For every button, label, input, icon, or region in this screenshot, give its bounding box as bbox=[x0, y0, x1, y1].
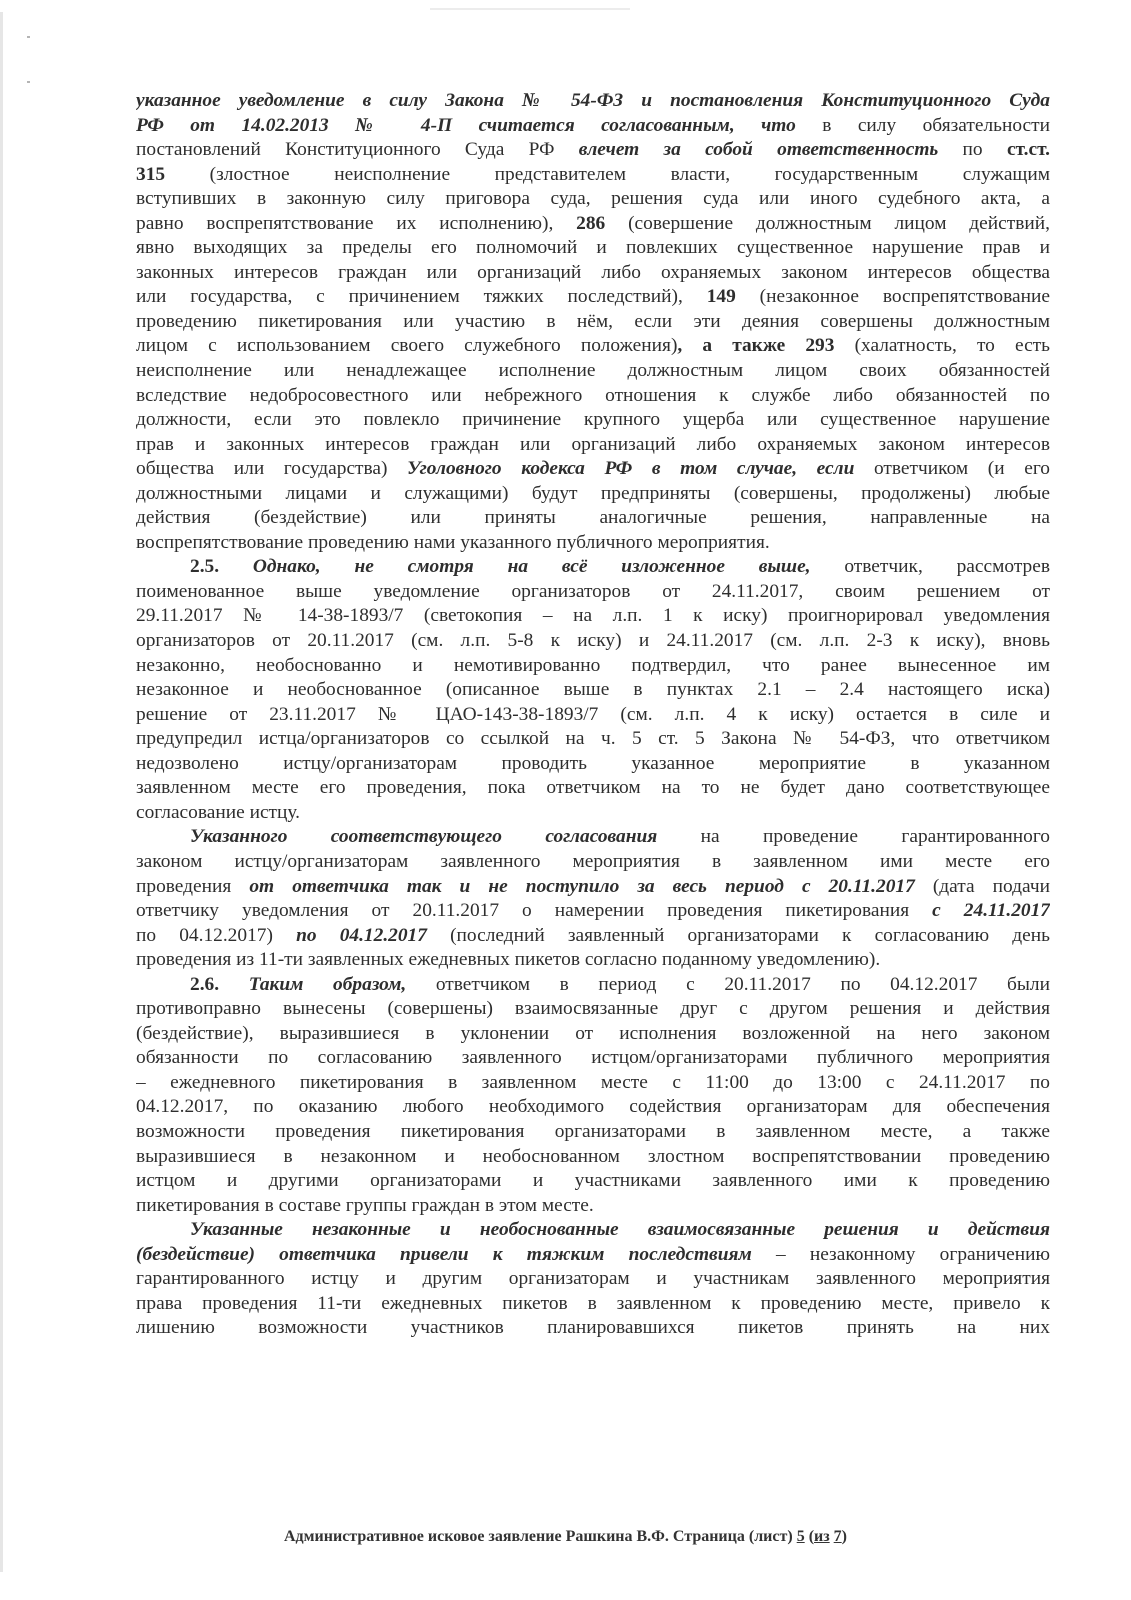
emphasis-text: влечет за собой ответственность bbox=[578, 139, 939, 161]
emphasis-text: Указанные незаконные и необоснованные взаимосвязанные решения и действия bbox=[190, 1219, 1050, 1241]
text-segment: незаконное и необоснованное (описанное выше в пунктах 2.1 – 2.4 настоящего иска) bbox=[136, 679, 1050, 701]
text-line bbox=[136, 703, 1050, 728]
text-segment: действия (бездействие) или приняты аналогичные решения, направленные на bbox=[136, 507, 1050, 529]
text-line bbox=[136, 212, 1050, 237]
text-segment: ответчиком в период с 20.11.2017 по 04.12.2017 были bbox=[406, 973, 1050, 995]
text-line bbox=[136, 359, 1050, 384]
text-line bbox=[136, 1243, 1050, 1268]
text-segment: предупредил истца/организаторов со ссылкой на ч. 5 ст. 5 Закона № 54-ФЗ, что ответчиком bbox=[136, 728, 1050, 750]
text-line bbox=[136, 899, 1050, 924]
text-line bbox=[136, 678, 1050, 703]
text-segment: проведения bbox=[136, 875, 250, 897]
text-line bbox=[136, 187, 1050, 212]
scan-speck bbox=[27, 36, 30, 38]
text-line bbox=[136, 163, 1050, 188]
text-segment: (злостное неисполнение представителем власти, государственным служащим bbox=[165, 163, 1050, 185]
text-line bbox=[136, 629, 1050, 654]
page-footer bbox=[0, 1528, 1131, 1546]
text-segment: воспрепятствование проведению нами указанного публичного мероприятия. bbox=[136, 531, 770, 553]
text-segment: лицом с использованием своего служебного положения) bbox=[136, 335, 678, 357]
emphasis-text: от ответчика так и не поступило за весь период с 20.11.2017 bbox=[249, 875, 915, 897]
text-segment: неисполнение или ненадлежащее исполнение должностным лицом своих обязанностей bbox=[136, 360, 1050, 382]
text-line bbox=[136, 310, 1050, 335]
bold-text: 2.6. bbox=[190, 973, 249, 995]
text-segment: ответчиком (и его bbox=[854, 458, 1050, 480]
text-segment: (дата подачи bbox=[914, 875, 1050, 897]
bold-text: ст.ст. bbox=[1006, 139, 1050, 161]
text-segment: 04.12.2017, по оказанию любого необходимого содействия организаторам для обеспечения bbox=[136, 1096, 1050, 1118]
text-segment: истцом и другими организаторами и участниками заявленного ими к проведению bbox=[136, 1170, 1050, 1192]
text-segment: обязанности по согласованию заявленного истцом/организаторами публичного мероприятия bbox=[136, 1047, 1050, 1069]
text-segment: организаторов от 20.11.2017 (см. л.п. 5-8 к иску) и 24.11.2017 (см. л.п. 2-3 к иску), вновь bbox=[136, 630, 1050, 652]
bold-text: 286 bbox=[576, 212, 606, 234]
text-segment: права проведения 11-ти ежедневных пикетов в заявленном к проведению месте, привело к bbox=[136, 1292, 1050, 1314]
text-line bbox=[136, 408, 1050, 433]
text-line bbox=[136, 948, 1050, 973]
text-segment: – ежедневного пикетирования в заявленном месте с 11:00 до 13:00 с 24.11.2017 по bbox=[136, 1071, 1050, 1093]
text-segment: поименованное выше уведомление организаторов от 24.11.2017, своим решением от bbox=[136, 580, 1050, 602]
text-line bbox=[136, 334, 1050, 359]
text-segment: проведения из 11-ти заявленных ежедневных пикетов согласно поданному уведомлению). bbox=[136, 949, 881, 971]
text-line bbox=[136, 261, 1050, 286]
text-line bbox=[136, 825, 1050, 850]
text-line bbox=[136, 482, 1050, 507]
text-line bbox=[136, 457, 1050, 482]
footer-text: Административное исковое заявление Рашкина В.Ф. Страница (лист) bbox=[283, 1528, 797, 1545]
text-line bbox=[136, 1267, 1050, 1292]
text-segment: незаконно, необоснованно и немотивированно подтвердил, что ранее вынесенное им bbox=[136, 654, 1050, 676]
text-line bbox=[136, 1071, 1050, 1096]
text-segment: в силу обязательности bbox=[795, 114, 1050, 136]
emphasis-text: Указанного соответствующего согласования bbox=[190, 826, 658, 848]
footer-close-paren: ) bbox=[841, 1528, 847, 1545]
text-segment: 29.11.2017 № 14-38-1893/7 (светокопия – на л.п. 1 к иску) проигнорировал уведомления bbox=[136, 605, 1050, 627]
text-line bbox=[136, 801, 1050, 826]
text-line bbox=[136, 973, 1050, 998]
text-line bbox=[136, 89, 1050, 114]
text-line bbox=[136, 1169, 1050, 1194]
text-line bbox=[136, 875, 1050, 900]
text-line bbox=[136, 752, 1050, 777]
text-line bbox=[136, 1046, 1050, 1071]
text-line bbox=[136, 997, 1050, 1022]
text-line bbox=[136, 1218, 1050, 1243]
text-segment: (халатность, то есть bbox=[834, 335, 1050, 357]
text-segment: (незаконное воспрепятствование bbox=[735, 286, 1050, 308]
text-segment: лишению возможности участников планировавшихся пикетов принять на них bbox=[136, 1317, 1050, 1339]
text-segment: постановлений Конституционного Суда РФ bbox=[136, 139, 579, 161]
text-line bbox=[136, 924, 1050, 949]
text-line bbox=[136, 850, 1050, 875]
text-segment: – незаконному ограничению bbox=[751, 1243, 1050, 1265]
text-segment: равно воспрепятствование их исполнению), bbox=[136, 212, 577, 234]
page-total: 7 bbox=[833, 1528, 842, 1545]
scan-edge bbox=[0, 12, 3, 1572]
bold-text: , а также 293 bbox=[677, 335, 835, 357]
text-segment: законных интересов граждан или организаций либо охраняемых законом интересов общества bbox=[136, 261, 1050, 283]
text-line bbox=[136, 580, 1050, 605]
text-line bbox=[136, 1120, 1050, 1145]
text-segment: должностными лицами и служащими) будут предприняты (совершены, продолжены) любые bbox=[136, 482, 1050, 504]
text-line bbox=[136, 1316, 1050, 1341]
text-segment: (бездействие), выразившиеся в уклонении от исполнения возложенной на него законом bbox=[136, 1022, 1050, 1044]
text-line bbox=[136, 138, 1050, 163]
text-segment: недозволено истцу/организаторам проводить указанное мероприятие в указанном bbox=[136, 752, 1050, 774]
text-line bbox=[136, 1095, 1050, 1120]
text-line bbox=[136, 531, 1050, 556]
text-segment: явно выходящих за пределы его полномочий и повлекших существенное нарушение прав и bbox=[136, 237, 1050, 259]
text-segment: проведению пикетирования или участию в нём, если эти деяния совершены должностным bbox=[136, 310, 1050, 332]
text-segment: ответчик, рассмотрев bbox=[810, 556, 1050, 578]
document-body bbox=[136, 89, 1050, 1341]
emphasis-text: Уголовного кодекса РФ в том случае, если bbox=[407, 458, 855, 480]
text-line bbox=[136, 1022, 1050, 1047]
text-line bbox=[136, 114, 1050, 139]
text-segment: решение от 23.11.2017 № ЦАО-143-38-1893/7 (см. л.п. 4 к иску) остается в силе и bbox=[136, 703, 1050, 725]
text-segment: или государства, с причинением тяжких последствий), bbox=[136, 286, 707, 308]
page-current: 5 bbox=[796, 1528, 805, 1545]
text-line bbox=[136, 506, 1050, 531]
text-line bbox=[136, 1194, 1050, 1219]
text-line bbox=[136, 1145, 1050, 1170]
emphasis-text: по 04.12.2017 bbox=[296, 924, 427, 946]
text-segment: на проведение гарантированного bbox=[657, 826, 1050, 848]
text-segment: законом истцу/организаторам заявленного мероприятия в заявленном ими месте его bbox=[136, 850, 1050, 872]
text-segment: выразившиеся в незаконном и необоснованном злостном воспрепятствовании проведению bbox=[136, 1145, 1050, 1167]
text-line bbox=[136, 384, 1050, 409]
bold-text: 149 bbox=[706, 286, 736, 308]
footer-of-label: из bbox=[814, 1528, 830, 1545]
emphasis-text: Однако, не смотря на всё изложенное выше, bbox=[252, 556, 811, 578]
text-line bbox=[136, 433, 1050, 458]
text-line bbox=[136, 285, 1050, 310]
text-segment: гарантированного истцу и другим организаторам и участникам заявленного мероприятия bbox=[136, 1268, 1050, 1290]
text-line bbox=[136, 654, 1050, 679]
emphasis-text: РФ от 14.02.2013 № 4-П считается согласованным, что bbox=[136, 114, 796, 136]
text-segment: возможности проведения пикетирования организаторами в заявленном месте, а также bbox=[136, 1120, 1050, 1142]
emphasis-text: (бездействие) ответчика привели к тяжким последствиям bbox=[136, 1243, 752, 1265]
bold-text: 2.5. bbox=[190, 556, 253, 578]
text-line bbox=[136, 604, 1050, 629]
text-segment: согласование истцу. bbox=[136, 801, 301, 823]
bold-text: 315 bbox=[136, 163, 166, 185]
text-segment: (совершение должностным лицом действий, bbox=[605, 212, 1050, 234]
text-segment: прав и законных интересов граждан или организаций либо охраняемых законом интересов bbox=[136, 433, 1050, 455]
text-line bbox=[136, 555, 1050, 580]
footer-open-paren: ( bbox=[804, 1528, 815, 1545]
text-segment: (последний заявленный организаторами к согласованию день bbox=[426, 924, 1050, 946]
text-segment: по 04.12.2017) bbox=[136, 924, 297, 946]
text-line bbox=[136, 727, 1050, 752]
text-segment: противоправно вынесены (совершены) взаимосвязанные друг с другом решения и действия bbox=[136, 998, 1050, 1020]
scan-speck bbox=[27, 81, 30, 83]
scan-artifact bbox=[430, 8, 630, 10]
text-segment: вступивших в законную силу приговора суда, решения суда или иного судебного акта, а bbox=[136, 188, 1050, 210]
text-segment: заявленном месте его проведения, пока ответчиком на то не будет дано соответствующее bbox=[136, 777, 1050, 799]
text-line bbox=[136, 1292, 1050, 1317]
text-segment: вследствие недобросовестного или небрежного отношения к службе либо обязанностей по bbox=[136, 384, 1050, 406]
text-line bbox=[136, 776, 1050, 801]
emphasis-text: указанное уведомление в силу Закона № 54-ФЗ и постановления Конституционного Суда bbox=[136, 90, 1050, 111]
text-line bbox=[136, 236, 1050, 261]
emphasis-text: Таким образом, bbox=[248, 973, 407, 995]
text-segment: должности, если это повлекло причинение крупного ущерба или существенное нарушение bbox=[136, 409, 1050, 431]
text-segment: пикетирования в составе группы граждан в этом месте. bbox=[136, 1194, 594, 1216]
emphasis-text: с 24.11.2017 bbox=[932, 900, 1050, 922]
text-segment: общества или государства) bbox=[136, 458, 408, 480]
text-segment: по bbox=[938, 139, 1007, 161]
text-segment: ответчику уведомления от 20.11.2017 о намерении проведения пикетирования bbox=[136, 900, 933, 922]
